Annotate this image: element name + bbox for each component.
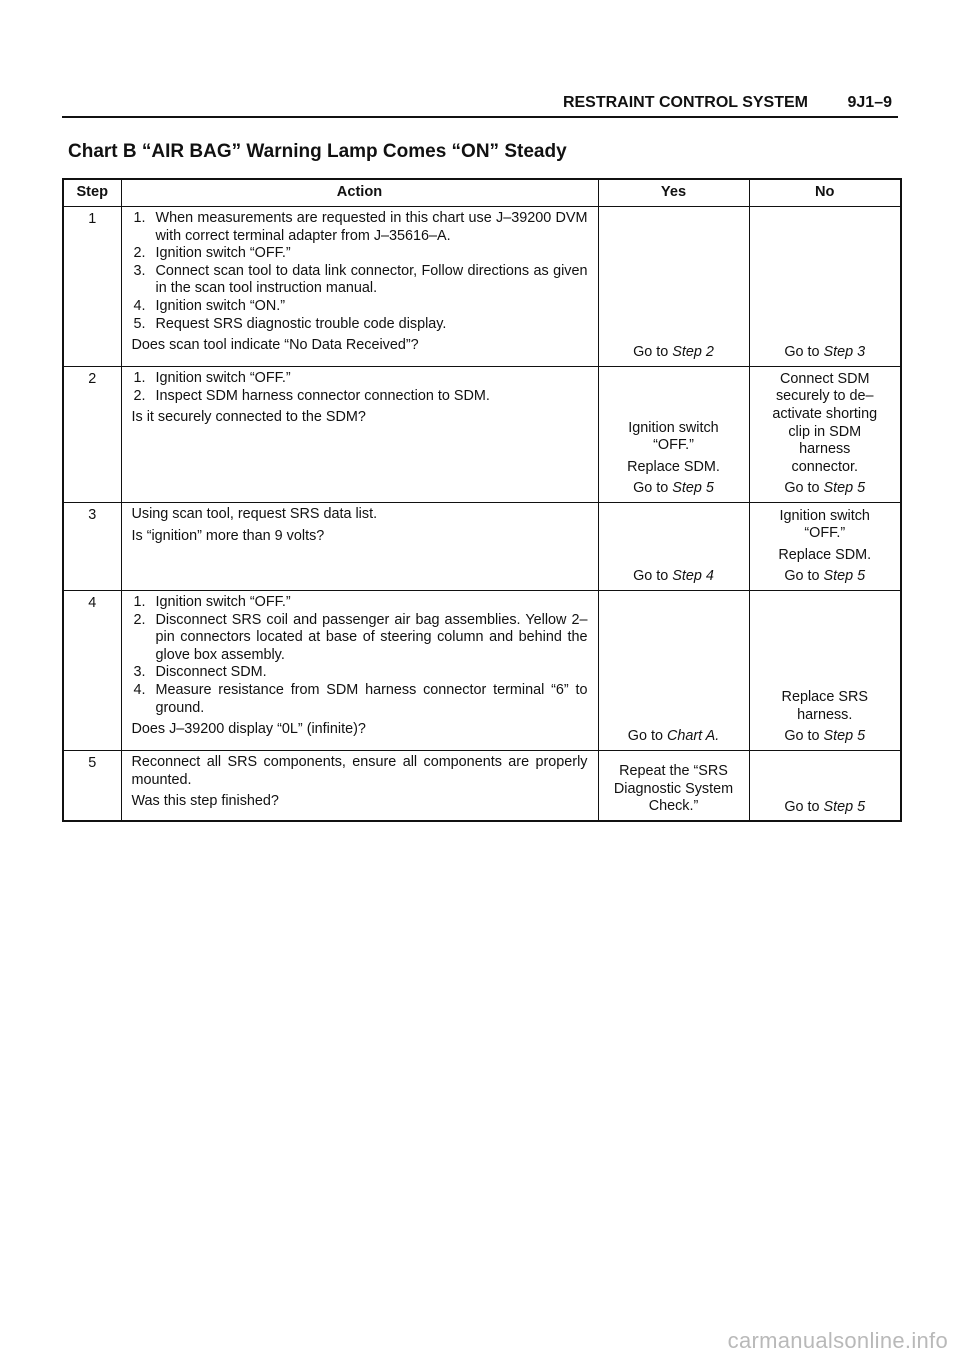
yes-cell — [598, 367, 749, 503]
no-cell — [749, 503, 901, 591]
question: Is it securely connected to the SDM? — [131, 409, 366, 426]
goto-text: Go to Step 2 — [633, 344, 714, 361]
no-cell — [749, 367, 901, 503]
goto-text: Go to Step 5 — [633, 480, 714, 497]
header-action: Action — [121, 179, 598, 207]
goto-text: Go to Step 5 — [784, 568, 866, 585]
list-item: 4. Measure resistance from SDM harness connector terminal “6” to ground. — [133, 681, 588, 716]
table-row — [63, 591, 901, 751]
goto-text: Go to Step 3 — [784, 344, 866, 361]
header-step: Step — [63, 179, 121, 207]
yes-instruction: Ignition switch “OFF.” — [628, 419, 719, 454]
no-instruction: Replace SRS harness. — [781, 689, 868, 723]
watermark-text: carmanualsonline.info — [727, 1328, 948, 1353]
table-row — [63, 207, 901, 367]
chart-title: Chart B “AIR BAG” Warning Lamp Comes “ON” Steady — [68, 141, 567, 162]
action-list — [132, 594, 588, 717]
no-cell — [749, 751, 901, 821]
list-item: 1. When measurements are requested in this chart use J–39200 DVM with correct terminal adapter from J–35616–A. — [133, 210, 588, 244]
step-number: 3 — [63, 503, 121, 591]
yes-cell — [598, 591, 749, 751]
action-cell — [121, 503, 598, 591]
action-cell — [121, 751, 598, 821]
no-instruction: Connect SDM securely to de–activate shorting clip in SDM harness connector. — [772, 370, 878, 475]
question: Is “ignition” more than 9 volts? — [131, 527, 325, 544]
action-list — [132, 210, 588, 333]
page-number: 9J1–9 — [847, 94, 892, 111]
section-title: RESTRAINT CONTROL SYSTEM — [562, 94, 808, 111]
list-item: 2. Disconnect SRS coil and passenger air bag assemblies. Yellow 2–pin connectors located at base of steering column and behind the glove box assembly. — [133, 611, 588, 663]
no-cell — [749, 207, 901, 367]
goto-text: Go to Step 5 — [784, 480, 866, 497]
goto-text: Go to Chart A. — [627, 728, 720, 745]
table-row — [63, 367, 901, 503]
no-cell — [749, 591, 901, 751]
goto-text: Go to Step 4 — [633, 568, 714, 585]
diagnostic-table — [62, 178, 902, 822]
action-cell — [121, 367, 598, 503]
yes-cell — [598, 751, 749, 821]
action-cell — [121, 591, 598, 751]
list-item: 3. Connect scan tool to data link connector, Follow directions as given in the scan tool instruction manual. — [133, 262, 588, 297]
action-text: Reconnect all SRS components, ensure all components are properly mounted. — [131, 754, 588, 788]
no-instruction: Replace SDM. — [778, 546, 872, 563]
step-number: 1 — [63, 207, 121, 367]
yes-cell — [598, 503, 749, 591]
list-item: 3. Disconnect SDM. — [133, 664, 267, 681]
question: Does scan tool indicate “No Data Received”? — [131, 337, 419, 354]
yes-instruction: Repeat the “SRS Diagnostic System Check.” — [613, 763, 734, 815]
header-no: No — [749, 179, 901, 207]
list-item: 2. Inspect SDM harness connector connection to SDM. — [133, 387, 490, 404]
table-header-row — [63, 179, 901, 207]
no-instruction: Ignition switch “OFF.” — [779, 507, 870, 542]
yes-instruction: Replace SDM. — [627, 458, 720, 475]
yes-cell — [598, 207, 749, 367]
step-number: 4 — [63, 591, 121, 751]
action-cell — [121, 207, 598, 367]
goto-text: Go to Step 5 — [784, 798, 866, 815]
list-item: 1. Ignition switch “OFF.” — [133, 370, 291, 386]
list-item: 1. Ignition switch “OFF.” — [133, 594, 291, 610]
goto-text: Go to Step 5 — [784, 728, 866, 745]
action-list — [132, 370, 588, 405]
step-number: 5 — [63, 751, 121, 821]
list-item: 4. Ignition switch “ON.” — [133, 297, 286, 314]
question: Does J–39200 display “0L” (infinite)? — [131, 721, 366, 738]
action-text: Using scan tool, request SRS data list. — [131, 506, 378, 522]
page-header — [62, 92, 898, 118]
step-number: 2 — [63, 367, 121, 503]
list-item: 5. Request SRS diagnostic trouble code display. — [133, 315, 447, 332]
header-yes: Yes — [598, 179, 749, 207]
table-row — [63, 503, 901, 591]
table-row — [63, 751, 901, 821]
question: Was this step finished? — [131, 793, 279, 810]
list-item: 2. Ignition switch “OFF.” — [133, 245, 291, 262]
